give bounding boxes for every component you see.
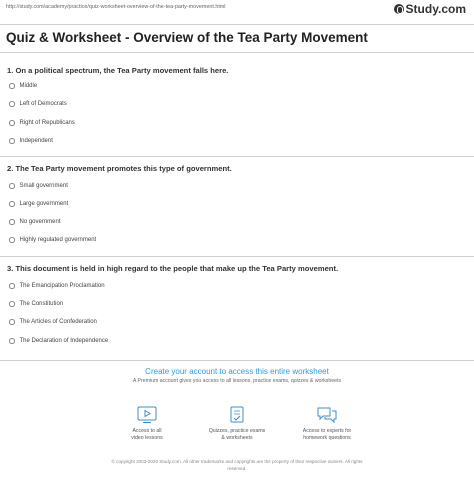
radio-icon[interactable] (9, 219, 15, 225)
logo-icon (394, 4, 404, 14)
option-label: The Declaration of Independence (19, 338, 109, 344)
option-label: The Emancipation Proclamation (19, 283, 105, 289)
expert-chat-icon (316, 406, 338, 424)
question-1: 1. On a political spectrum, the Tea Party movement falls here. (7, 66, 229, 75)
question-3: 3. This document is held in high regard to the people that make up the Tea Party movement. (7, 264, 339, 273)
logo-text: Study.com (405, 2, 466, 16)
cta-section (0, 367, 474, 384)
radio-icon[interactable] (9, 237, 15, 243)
radio-icon[interactable] (9, 319, 15, 325)
option-label: No government (19, 219, 61, 225)
radio-icon[interactable] (9, 83, 15, 89)
option[interactable] (9, 319, 97, 325)
option[interactable] (9, 219, 61, 225)
option-label: Highly regulated government (19, 237, 97, 243)
title-divider (0, 52, 474, 53)
quiz-sheet-icon (226, 406, 248, 424)
radio-icon[interactable] (9, 338, 15, 344)
option-label: Small government (19, 183, 68, 189)
radio-icon[interactable] (9, 283, 15, 289)
option-label: The Articles of Confederation (19, 319, 97, 325)
question-divider (0, 256, 474, 257)
feature-experts (282, 406, 372, 442)
option-label: Middle (19, 83, 38, 89)
option-label: Left of Democrats (19, 101, 67, 107)
feature-quizzes (192, 406, 282, 442)
cta-title[interactable]: Create your account to access this entire worksheet (145, 367, 329, 376)
option[interactable] (9, 301, 63, 307)
feature-label: Access to experts for homework questions (302, 428, 352, 441)
option[interactable] (9, 120, 75, 126)
feature-video (102, 406, 192, 442)
page-title: Quiz & Worksheet - Overview of the Tea Party Movement (6, 30, 368, 45)
option[interactable] (9, 83, 37, 89)
option-label: Large government (19, 201, 69, 207)
video-lesson-icon (136, 406, 158, 424)
top-bar (0, 0, 474, 16)
header-divider (0, 24, 474, 25)
feature-label: Access to all video lessons (131, 428, 163, 441)
question-divider (0, 156, 474, 157)
option[interactable] (9, 183, 68, 189)
radio-icon[interactable] (9, 138, 15, 144)
cta-divider (0, 360, 474, 361)
cta-subtitle: A Premium account gives you access to all lessons, practice exams, quizzes & worksheets (132, 378, 342, 384)
option-label: Independent (19, 138, 53, 144)
radio-icon[interactable] (9, 120, 15, 126)
option-label: Right of Republicans (19, 120, 75, 126)
option[interactable] (9, 338, 108, 344)
option[interactable] (9, 101, 67, 107)
feature-label: Quizzes, practice exams & worksheets (208, 428, 266, 441)
option-label: The Constitution (19, 301, 64, 307)
radio-icon[interactable] (9, 301, 15, 307)
radio-icon[interactable] (9, 101, 15, 107)
option[interactable] (9, 138, 53, 144)
page-url: http://study.com/academy/practice/quiz-worksheet-overview-of-the-tea-party-movement.html (6, 4, 226, 10)
option[interactable] (9, 283, 105, 289)
radio-icon[interactable] (9, 183, 15, 189)
option[interactable] (9, 201, 68, 207)
question-2: 2. The Tea Party movement promotes this type of government. (7, 164, 232, 173)
copyright: © copyright 2003-2020 Study.com. All other trademarks and copyrights are the property of their respective owners. All rights reserved. (111, 459, 363, 471)
study-logo[interactable] (394, 2, 466, 16)
option[interactable] (9, 237, 96, 243)
radio-icon[interactable] (9, 201, 15, 207)
